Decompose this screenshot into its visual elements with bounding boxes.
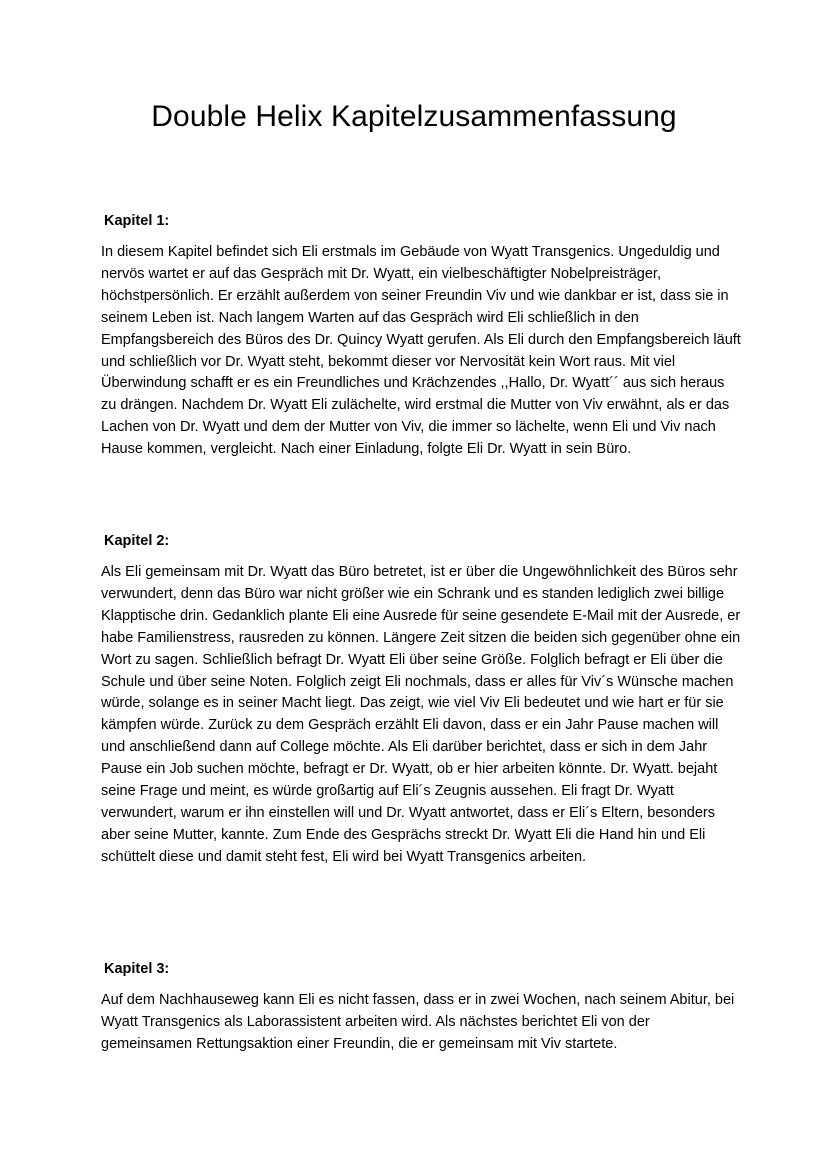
- chapter-summary: In diesem Kapitel befindet sich Eli erstmals im Gebäude von Wyatt Transgenics. Ungeduldig und nervös wartet er auf das Gespräch mit Dr. Wyatt, ein vielbeschäftigter Nobelpreisträger, höchstpersönlich. Er erzählt außerdem von seiner Freundin Viv und wie dankbar er ist, dass sie in seinem Leben ist. Nach langem Warten auf das Gespräch wird Eli schließlich in den Empfangsbereich des Büros des Dr. Quincy Wyatt gerufen. Als Eli durch den Empfangsbereich läuft und schließlich vor Dr. Wyatt steht, bekommt dieser vor Nervosität kein Wort raus. Mit viel Überwindung schafft er es ein Freundliches und Krächzendes ,,Hallo, Dr. Wyatt´´ aus sich heraus zu drängen. Nachdem Dr. Wyatt Eli zulächelte, wird erstmal die Mutter von Viv erwähnt, als er das Lachen von Dr. Wyatt und dem der Mutter von Viv, die immer so lächelte, wenn Eli und Viv nach Hause kommen, vergleicht. Nach einer Einladung, folgte Eli Dr. Wyatt in sein Büro.: [101, 244, 741, 458]
- page-title: Double Helix Kapitelzusammenfassung: [151, 100, 677, 133]
- chapter-summary: Als Eli gemeinsam mit Dr. Wyatt das Büro betretet, ist er über die Ungewöhnlichkeit des Büros sehr verwundert, denn das Büro war nicht größer wie ein Schrank und es standen lediglich zwei billige Klapptische drin. Gedanklich plante Eli eine Ausrede für seine gesendete E-Mail mit der Ausrede, er habe Familienstress, rausreden zu können. Längere Zeit sitzen die beiden sich gegenüber ohne ein Wort zu sagen. Schließlich befragt Dr. Wyatt Eli über seine Größe. Folglich befragt er Eli über die Schule und über seine Noten. Folglich zeigt Eli nochmals, dass er alles für Viv´s Wünsche machen würde, solange es in seiner Macht liegt. Das zeigt, wie viel Viv Eli bedeutet und wie hart er für sie kämpfen würde. Zurück zu dem Gespräch erzählt Eli davon, dass er ein Jahr Pause machen will und anschließend dann auf College möchte. Als Eli darüber berichtet, dass er sich in dem Jahr Pause ein Job suchen möchte, befragt er Dr. Wyatt, ob er hier arbeiten könnte. Dr. Wyatt. bejaht seine Frage und meint, es würde großartig auf Eli´s Zeugnis aussehen. Eli fragt Dr. Wyatt verwundert, warum er ihn einstellen will und Dr. Wyatt antwortet, dass er Eli´s Eltern, besonders aber seine Mutter, kannte. Zum Ende des Gesprächs streckt Dr. Wyatt Eli die Hand hin und Eli schüttelt diese und damit steht fest, Eli wird bei Wyatt Transgenics arbeiten.: [101, 564, 741, 865]
- chapter-heading: Kapitel 3:: [104, 961, 170, 977]
- chapter-heading: Kapitel 1:: [104, 213, 170, 229]
- chapter-section-2: [101, 530, 741, 869]
- chapter-heading: Kapitel 2:: [104, 533, 170, 549]
- chapter-section-3: [101, 958, 741, 1056]
- chapter-section-1: [101, 210, 741, 461]
- chapter-summary: Auf dem Nachhauseweg kann Eli es nicht fassen, dass er in zwei Wochen, nach seinem Abitur, bei Wyatt Transgenics als Laborassistent arbeiten wird. Als nächstes berichtet Eli von der gemeinsamen Rettungsaktion einer Freundin, die er gemeinsam mit Viv startete.: [101, 992, 735, 1052]
